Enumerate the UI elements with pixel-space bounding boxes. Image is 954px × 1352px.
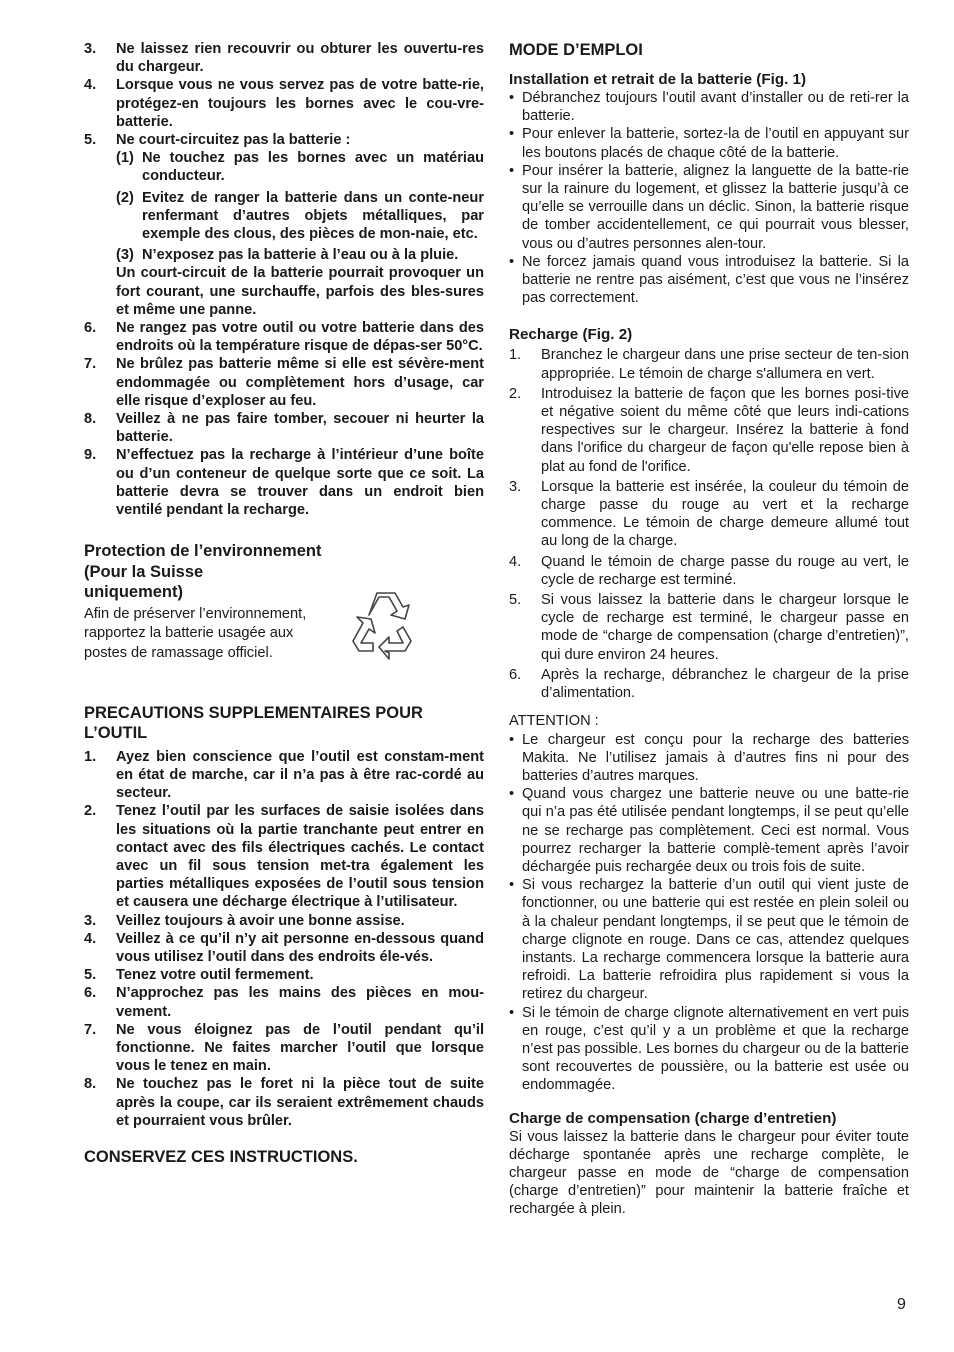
item-number: 5.: [509, 592, 522, 609]
item-text: Ne forcez jamais quand vous introduisez la batterie. Si la batterie ne rentre pas aisément, c’est que vous ne l’insérez pas correctement.: [522, 253, 909, 307]
environment-text: Afin de préserver l’environnement, rapportez la batterie usagée aux postes de ramassage officiel.: [84, 605, 307, 661]
list-item: [84, 1021, 484, 1076]
recharge-list: [509, 346, 909, 702]
install-list: [509, 89, 909, 307]
item-number: 6.: [84, 320, 97, 337]
item-text: Débranchez toujours l’outil avant d’installer ou de reti-rer la batterie.: [522, 90, 909, 125]
item-number: 6.: [509, 666, 522, 683]
list-item: [509, 666, 909, 702]
list-item: [84, 355, 484, 410]
list-item: [84, 966, 484, 984]
item-text: Ne vous éloignez pas de l’outil pendant qu’il fonctionne. Ne faites marcher l’outil que lorsque vous le tenez en main.: [116, 1021, 484, 1075]
item-text: Veillez à ce qu’il n’y ait personne en-dessous quand vous utilisez l’outil dans des endroits éle-vés.: [116, 930, 484, 966]
sub-item-number: (2): [116, 189, 134, 206]
install-heading: Installation et retrait de la batterie (Fig. 1): [509, 71, 807, 88]
item-text: Introduisez la batterie de façon que les bornes posi-tive et négative soient du même côté que leurs indi-cations respectives sur le chargeur. Insérez la batterie à fond dans l'orifice du chargeur de façon qu'elle repose bien à plat au fond de l'orifice.: [541, 385, 909, 475]
item-number: 5.: [84, 967, 97, 984]
bullet-dot: •: [509, 1004, 515, 1021]
list-item: [509, 591, 909, 664]
item-number: 4.: [84, 930, 97, 947]
precautions-heading: PRECAUTIONS SUPPLEMENTAIRES POUR L’OUTIL: [84, 703, 423, 743]
environment-heading-line: uniquement): [84, 583, 183, 602]
list-item: [509, 253, 909, 308]
item-text: Pour insérer la batterie, alignez la languette de la batte-rie sur la rainure du logement, et glissez la batterie jusqu’à ce qu’elle se verrouille dans un déclic. Sinon, la batterie risque de tomber accidentellement, ce qui pourrait vous blesser, vous ou d’autres personnes alen-tour.: [522, 162, 909, 252]
bullet-dot: •: [509, 253, 515, 270]
bullet-dot: •: [509, 126, 515, 143]
item-number: 9.: [84, 447, 97, 464]
list-item: [84, 76, 484, 131]
item-text: Veillez toujours à avoir une bonne assise.: [116, 912, 405, 929]
list-item: [509, 478, 909, 551]
left-column: [84, 40, 484, 1167]
item-text: Après la recharge, débranchez le chargeur de la prise d’alimentation.: [541, 666, 909, 702]
list-item: [84, 984, 484, 1020]
bullet-dot: •: [509, 731, 515, 748]
item-number: 8.: [84, 1076, 97, 1093]
precautions-list: [84, 748, 484, 1130]
item-number: 4.: [84, 77, 97, 94]
item-text: Lorsque la batterie est insérée, la couleur du témoin de charge passe du rouge au vert et la recharge commence. Le témoin de charge demeure allumé tout au long de la charge.: [541, 478, 909, 550]
environment-heading-line: Protection de l’environnement: [84, 542, 322, 561]
sub-item: [116, 189, 484, 244]
sub-item: [116, 149, 484, 185]
item-text: Ayez bien conscience que l’outil est constam-ment en état de marche, car il n’a pas à être rac-cordé au secteur.: [116, 748, 484, 802]
item-text: Si vous rechargez la batterie d’un outil qui vient juste de fonctionner, ou une batterie qui est restée en plein soleil ou à la chaleur pendant longtemps, il se peut que le témoin de charge clignote en rouge. Dans ce cas, attendez quelques instants. La recharge commencera lorsque la batterie aura refroidi. La batterie refroidira plus rapidement si vous la retirez du chargeur.: [522, 877, 909, 1003]
item-text: N’effectuez pas la recharge à l’intérieur d’une boîte ou d’un conteneur de quelque sorte que ce soit. La batterie devra se trouver dans un endroit bien ventilé pendant la recharge.: [116, 447, 484, 519]
item-text: Ne rangez pas votre outil ou votre batterie dans des endroits où la température risque de dépas-ser 50°C.: [116, 320, 484, 355]
list-item: [509, 125, 909, 161]
compensation-text: Si vous laissez la batterie dans le chargeur pour éviter toute décharge spontanée après une recharge complète, le chargeur passe en mode de “charge de compensation (charge d’entretien)” pour maintenir la batterie fraîche et rechargée à plein.: [509, 1128, 909, 1218]
attention-list: [509, 731, 909, 1095]
list-item: [84, 131, 484, 149]
list-item: [509, 553, 909, 589]
list-item: [84, 40, 484, 76]
item-number: 6.: [84, 985, 97, 1002]
item-number: 3.: [509, 478, 522, 495]
item-text: Tenez votre outil fermement.: [116, 967, 314, 984]
environment-heading-line: (Pour la Suisse: [84, 562, 204, 581]
item-text: Pour enlever la batterie, sortez-la de l’outil en appuyant sur les boutons placés de chaque côté de la batterie.: [522, 126, 909, 161]
list-item: [84, 446, 484, 519]
list-item: [509, 731, 909, 786]
list-item: [509, 785, 909, 876]
list-item: [84, 930, 484, 966]
item-text: Lorsque vous ne vous servez pas de votre batte-rie, protégez-en toujours les bornes avec le cou-vre-batterie.: [116, 77, 484, 130]
item-number: 2.: [84, 803, 97, 820]
list-item: [84, 912, 484, 930]
item-text: Branchez le chargeur dans une prise secteur de ten-sion appropriée. Le témoin de charge s'allumera en vert.: [541, 347, 909, 382]
item-text: N’approchez pas les mains des pièces en mou-vement.: [116, 985, 484, 1020]
item-number: 8.: [84, 411, 97, 428]
item-text: Ne touchez pas le foret ni la pièce tout de suite après la coupe, car ils seraient extrêmement chauds et pourraient vous brûler.: [116, 1076, 484, 1129]
item-text: Si vous laissez la batterie dans le chargeur lorsque le cycle de recharge est terminé, le chargeur passe en mode de “charge de compensation (charge d’entretien)”, qui dure environ 24 heures.: [541, 592, 909, 663]
list-item: [509, 385, 909, 476]
list-item: [84, 748, 484, 803]
item-number: 1.: [84, 748, 97, 765]
sub-item-number: (1): [116, 150, 134, 167]
bullet-dot: •: [509, 90, 515, 106]
mode-heading: MODE D’EMPLOI: [509, 41, 643, 59]
sub-item-number: (3): [116, 247, 134, 264]
item-number: 1.: [509, 347, 522, 364]
item-text: Ne laissez rien recouvrir ou obturer les ouvertu-res du chargeur.: [116, 41, 484, 76]
item-text: Quand vous chargez une batterie neuve ou une batte-rie qui n’a pas été utilisée pendant longtemps, il se peut qu’elle ne se recharge pas complètement. Ceci est normal. Vous pourrez recharger la batterie complè-tement après l’avoir déchargée puis rechargée deux ou trois fois de suite.: [522, 786, 909, 875]
sub-item: [116, 246, 484, 264]
list-item: [84, 410, 484, 446]
page-number: 9: [897, 1296, 906, 1313]
bullet-dot: •: [509, 877, 515, 894]
safety-list: [84, 40, 484, 519]
item-text: Tenez l’outil par les surfaces de saisie isolées dans les situations où la partie tranchante peut entrer en contact avec des fils électriques cachés. Le contact avec un fil sous tension met-tra également les parties métalliques exposées de l’outil sous tension et causera une décharge électrique à l’utilisateur.: [116, 803, 484, 911]
bullet-dot: •: [509, 786, 515, 803]
list-item: [509, 346, 909, 382]
list-item: [84, 1075, 484, 1130]
list-item: [509, 876, 909, 1003]
environment-block: [84, 605, 484, 665]
item-number: 3.: [84, 41, 97, 57]
sub-item-text: Ne touchez pas les bornes avec un matériau conducteur.: [142, 150, 484, 185]
item-text: Le chargeur est conçu pour la recharge des batteries Makita. Ne l’utilisez jamais à d’autres fins ni pour des batteries d’autres marques.: [522, 731, 909, 784]
item-number: 7.: [84, 356, 97, 373]
sub-item-text: N’exposez pas la batterie à l’eau ou à la pluie.: [142, 247, 459, 264]
list-item: [509, 162, 909, 253]
recycle-icon: [339, 585, 425, 665]
item-text: Ne brûlez pas batterie même si elle est sévère-ment endommagée ou complètement hors d’usage, car elle risque d’exploser au feu.: [116, 356, 484, 409]
compensation-heading: Charge de compensation (charge d’entretien): [509, 1109, 837, 1127]
item-text: Veillez à ne pas faire tomber, secouer ni heurter la batterie.: [116, 411, 484, 446]
conserve-instructions: CONSERVEZ CES INSTRUCTIONS.: [84, 1148, 358, 1167]
recharge-heading: Recharge (Fig. 2): [509, 326, 633, 344]
item-number: 2.: [509, 385, 522, 402]
right-column: [509, 40, 909, 1219]
list-item: [84, 319, 484, 355]
item-text: Si le témoin de charge clignote alternativement en vert puis en rouge, c’est qu’il y a un problème et que la recharge n’est pas possible. Les bornes du chargeur ou de la batterie sont recouvertes de poussière, ou la batterie est usée ou endommagée.: [522, 1004, 909, 1094]
sub-item-text: Evitez de ranger la batterie dans un conte-neur renfermant d’autres objets métalliques, par exemple des clous, des pièces de mon-naie, etc.: [142, 189, 484, 243]
item-number: 3.: [84, 912, 97, 929]
short-circuit-note: Un court-circuit de la batterie pourrait provoquer un fort courant, une surchauffe, parfois des bles-sures et même une panne.: [116, 265, 484, 318]
attention-label: ATTENTION :: [509, 713, 599, 730]
list-item: [84, 802, 484, 911]
bullet-dot: •: [509, 162, 515, 179]
item-number: 5.: [84, 132, 97, 149]
list-item: [509, 89, 909, 125]
item-text: Ne court-circuitez pas la batterie :: [116, 132, 351, 149]
item-text: Quand le témoin de charge passe du rouge au vert, le cycle de recharge est terminé.: [541, 553, 909, 588]
list-item: [509, 1004, 909, 1095]
item-number: 7.: [84, 1021, 97, 1038]
item-number: 4.: [509, 553, 522, 570]
